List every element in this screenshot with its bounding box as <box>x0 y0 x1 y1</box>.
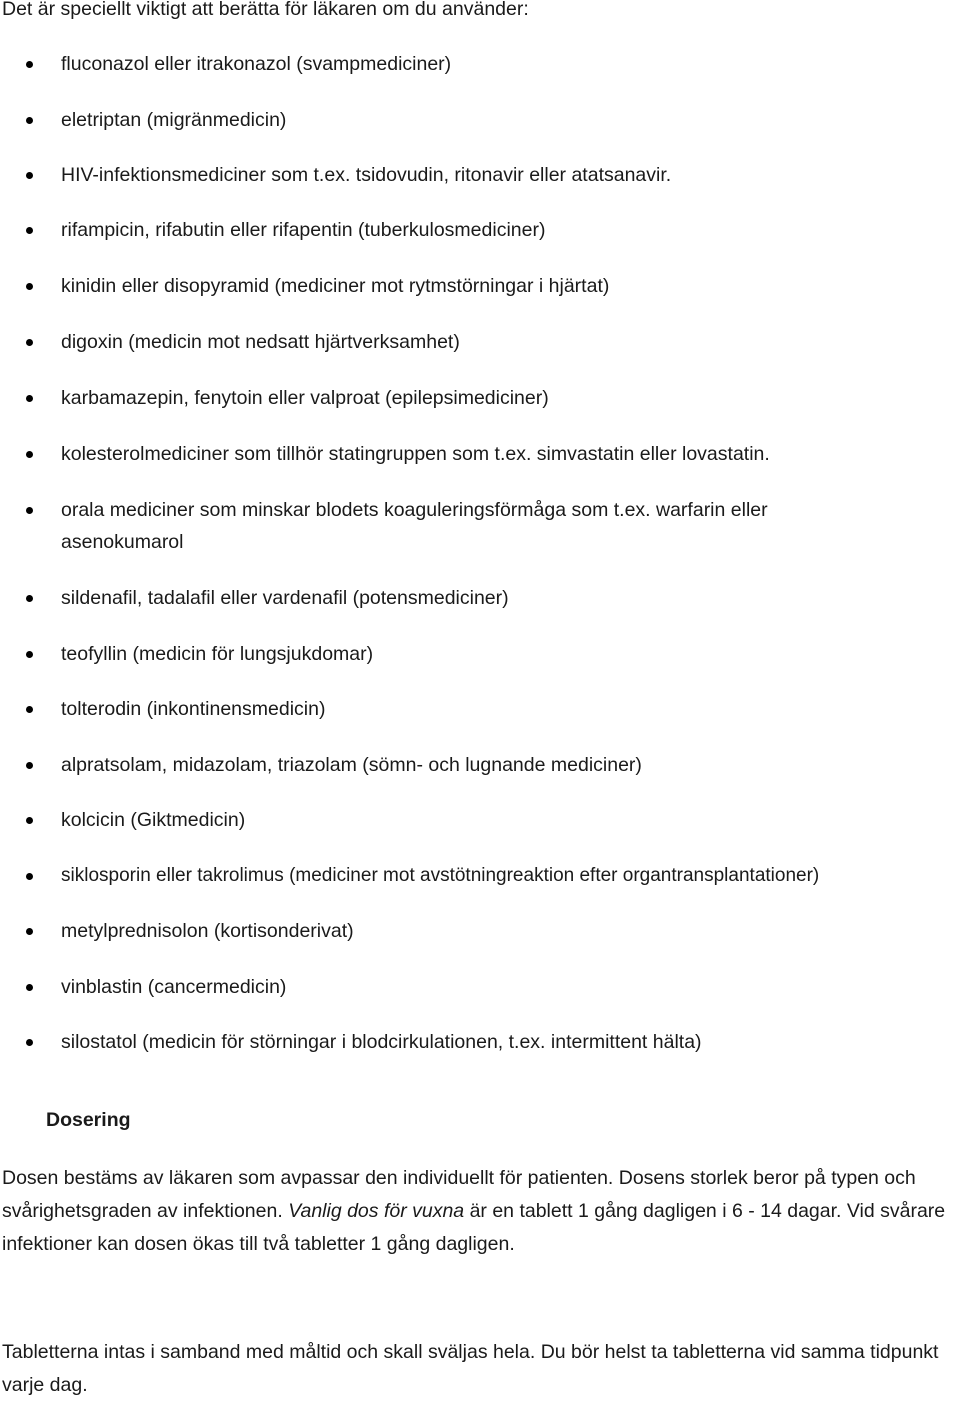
medication-text: metylprednisolon (kortisonderivat) <box>61 920 354 942</box>
section-heading-dosering: Dosering <box>46 1109 131 1131</box>
dosering-paragraph-1 <box>2 1162 957 1261</box>
bullet-icon <box>26 595 33 602</box>
bullet-icon <box>26 1039 33 1046</box>
intro-text: Det är speciellt viktigt att berätta för läkaren om du använder: <box>2 0 529 20</box>
dosering-text-continued: är en tablett 1 gång dagligen i 6 - 14 dagar. Vid svårare infektioner kan dosen ökas till två tabletter 1 gång dagligen. <box>2 1200 946 1255</box>
bullet-icon <box>26 61 33 68</box>
bullet-icon <box>26 762 33 769</box>
medication-text: rifampicin, rifabutin eller rifapentin (tuberkulosmediciner) <box>61 219 546 241</box>
bullet-icon <box>26 117 33 124</box>
medication-text: karbamazepin, fenytoin eller valproat (epilepsimediciner) <box>61 387 549 409</box>
medication-text: silostatol (medicin för störningar i blodcirkulationen, t.ex. intermittent hälta) <box>61 1031 702 1053</box>
medication-text: fluconazol eller itrakonazol (svampmediciner) <box>61 53 452 75</box>
dosering-text: Dosen bestäms av läkaren som avpassar den individuellt för patienten. Dosens storlek beror på typen och svårighetsgraden av infektionen. <box>2 1167 916 1222</box>
bullet-icon <box>26 227 33 234</box>
medication-text: siklosporin eller takrolimus (mediciner mot avstötningreaktion efter organtransplantationer) <box>61 865 820 886</box>
medication-text: sildenafil, tadalafil eller vardenafil (potensmediciner) <box>61 587 509 609</box>
bullet-icon <box>26 817 33 824</box>
medication-text: kinidin eller disopyramid (mediciner mot rytmstörningar i hjärtat) <box>61 275 610 297</box>
bullet-icon <box>26 706 33 713</box>
bullet-icon <box>26 651 33 658</box>
bullet-icon <box>26 283 33 290</box>
medication-text: kolesterolmediciner som tillhör statingruppen som t.ex. simvastatin eller lovastatin. <box>61 443 770 465</box>
medication-text: kolcicin (Giktmedicin) <box>61 809 246 831</box>
bullet-icon <box>26 339 33 346</box>
dosering-italic-text: Vanlig dos för vuxna <box>288 1200 465 1222</box>
dosering-paragraph-2: Tabletterna intas i samband med måltid och skall sväljas hela. Du bör helst ta tabletterna vid samma tidpunkt varje dag. <box>2 1341 939 1396</box>
medication-text: vinblastin (cancermedicin) <box>61 976 287 998</box>
medication-text: digoxin (medicin mot nedsatt hjärtverksamhet) <box>61 331 460 353</box>
medication-text: orala mediciner som minskar blodets koaguleringsförmåga som t.ex. warfarin eller asenokumarol <box>61 499 768 553</box>
bullet-icon <box>26 395 33 402</box>
medication-text: eletriptan (migränmedicin) <box>61 109 287 131</box>
medication-text: tolterodin (inkontinensmedicin) <box>61 698 326 720</box>
medication-text: alpratsolam, midazolam, triazolam (sömn- och lugnande mediciner) <box>61 754 642 776</box>
medication-text: HIV-infektionsmediciner som t.ex. tsidovudin, ritonavir eller atatsanavir. <box>61 164 672 186</box>
bullet-icon <box>26 984 33 991</box>
bullet-icon <box>26 928 33 935</box>
medication-text: teofyllin (medicin för lungsjukdomar) <box>61 643 374 665</box>
bullet-icon <box>26 451 33 458</box>
bullet-icon <box>26 507 33 514</box>
bullet-icon <box>26 873 33 880</box>
bullet-icon <box>26 172 33 179</box>
